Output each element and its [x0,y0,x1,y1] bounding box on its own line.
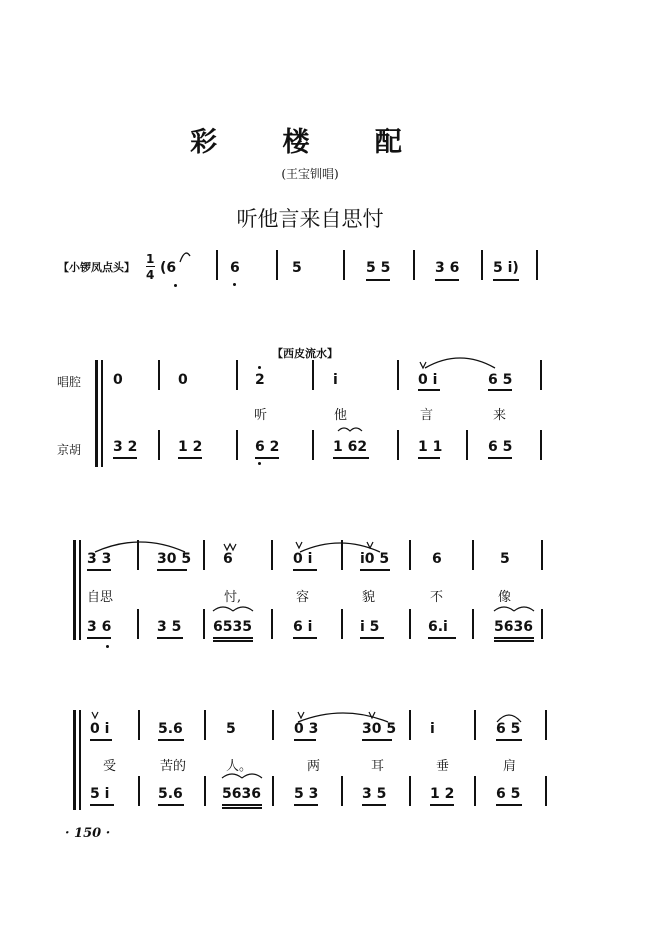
lyric: 受 [103,759,117,774]
jinghu-note: 6535 [213,619,252,635]
lyric: 垂 [436,759,450,774]
jinghu-note: 6 5 [496,786,521,802]
lyric: 人。 [226,759,253,774]
turn-ornament [338,428,362,431]
page-number: · 150 · [65,826,111,841]
voice-note: 0 i [418,372,438,388]
lyric: 来 [493,408,507,423]
breath-mark [92,362,426,718]
lyric: 言 [420,408,434,423]
intro-note: 5 5 [366,260,391,276]
lyric: 容 [296,590,310,605]
lyric: 他 [334,408,348,423]
voice-note: 30 5 [362,721,397,737]
voice-note: 0 [113,372,123,388]
voice-note: 30 5 [157,551,192,567]
voice-note: 0 i [293,551,313,567]
jinghu-part-label: 京胡 [57,443,82,457]
jinghu-note: 3 6 [87,619,112,635]
jinghu-note: 5 i [90,786,110,802]
intro-note: 5 [292,260,302,276]
voice-note: 6 [432,551,442,567]
voice-note: i0 5 [360,551,390,567]
intro-note: 3 6 [435,260,460,276]
lyric: 不 [430,590,444,605]
voice-note: 0 [178,372,188,388]
voice-note: 6 [223,551,233,567]
intro-annotation: 【小锣凤点头】 [58,261,135,274]
tremolo-mark [224,544,236,550]
singer-credit: (王宝钏唱) [281,167,339,181]
jinghu-note: i 5 [360,619,380,635]
voice-note: i [430,721,435,737]
lyric: 肩 [503,759,517,774]
jinghu-note: 1 1 [418,439,443,455]
voice-note: 5 [500,551,510,567]
lyric: 耳 [371,759,385,774]
intro-note: 5 i) [493,260,519,276]
slur [298,713,388,722]
jinghu-note: 3 5 [362,786,387,802]
voice-note: 5.6 [158,721,183,737]
slur [497,715,521,722]
jinghu-note: 6 i [293,619,313,635]
voice-note: 6 5 [496,721,521,737]
aria-title: 听他言来自思忖 [236,207,384,231]
jinghu-note: 3 5 [157,619,182,635]
time-signature-top: 1 [146,252,155,266]
lyric: 像 [498,590,512,605]
voice-note: i [333,372,338,388]
jinghu-note: 3 2 [113,439,138,455]
voice-note: 0 3 [294,721,319,737]
lyric: 两 [307,759,321,774]
lyric: 自思 [87,590,114,605]
slur [95,542,185,552]
jinghu-note: 6 2 [255,439,280,455]
slur [425,358,495,368]
turn-ornament [222,774,262,778]
voice-note: 5 [226,721,236,737]
jinghu-note: 1 62 [333,439,368,455]
intro-note: (6 [160,260,177,276]
voice-note: 6 5 [488,372,513,388]
voice-part-label: 唱腔 [57,375,82,389]
jinghu-note: 5636 [494,619,533,635]
lyric: 忖, [224,590,242,605]
piece-title: 彩 楼 配 [190,127,430,158]
jinghu-note: 6.i [428,619,448,635]
voice-note: 0 i [90,721,110,737]
time-signature-bottom: 4 [146,268,155,282]
slur [180,253,190,262]
system1-annotation: 【西皮流水】 [272,347,338,360]
lyric: 苦的 [160,759,187,774]
jinghu-note: 6 5 [488,439,513,455]
turn-ornament [213,607,253,611]
lyric: 听 [254,408,268,423]
lyric: 貌 [362,590,376,605]
jinghu-note: 1 2 [430,786,455,802]
jinghu-note: 5.6 [158,786,183,802]
voice-note: 2 [255,372,265,388]
turn-ornament [494,607,534,611]
jinghu-note: 5 3 [294,786,319,802]
jinghu-note: 5636 [222,786,261,802]
voice-note: 3 3 [87,551,112,567]
intro-note: 6 [230,260,240,276]
jinghu-note: 1 2 [178,439,203,455]
